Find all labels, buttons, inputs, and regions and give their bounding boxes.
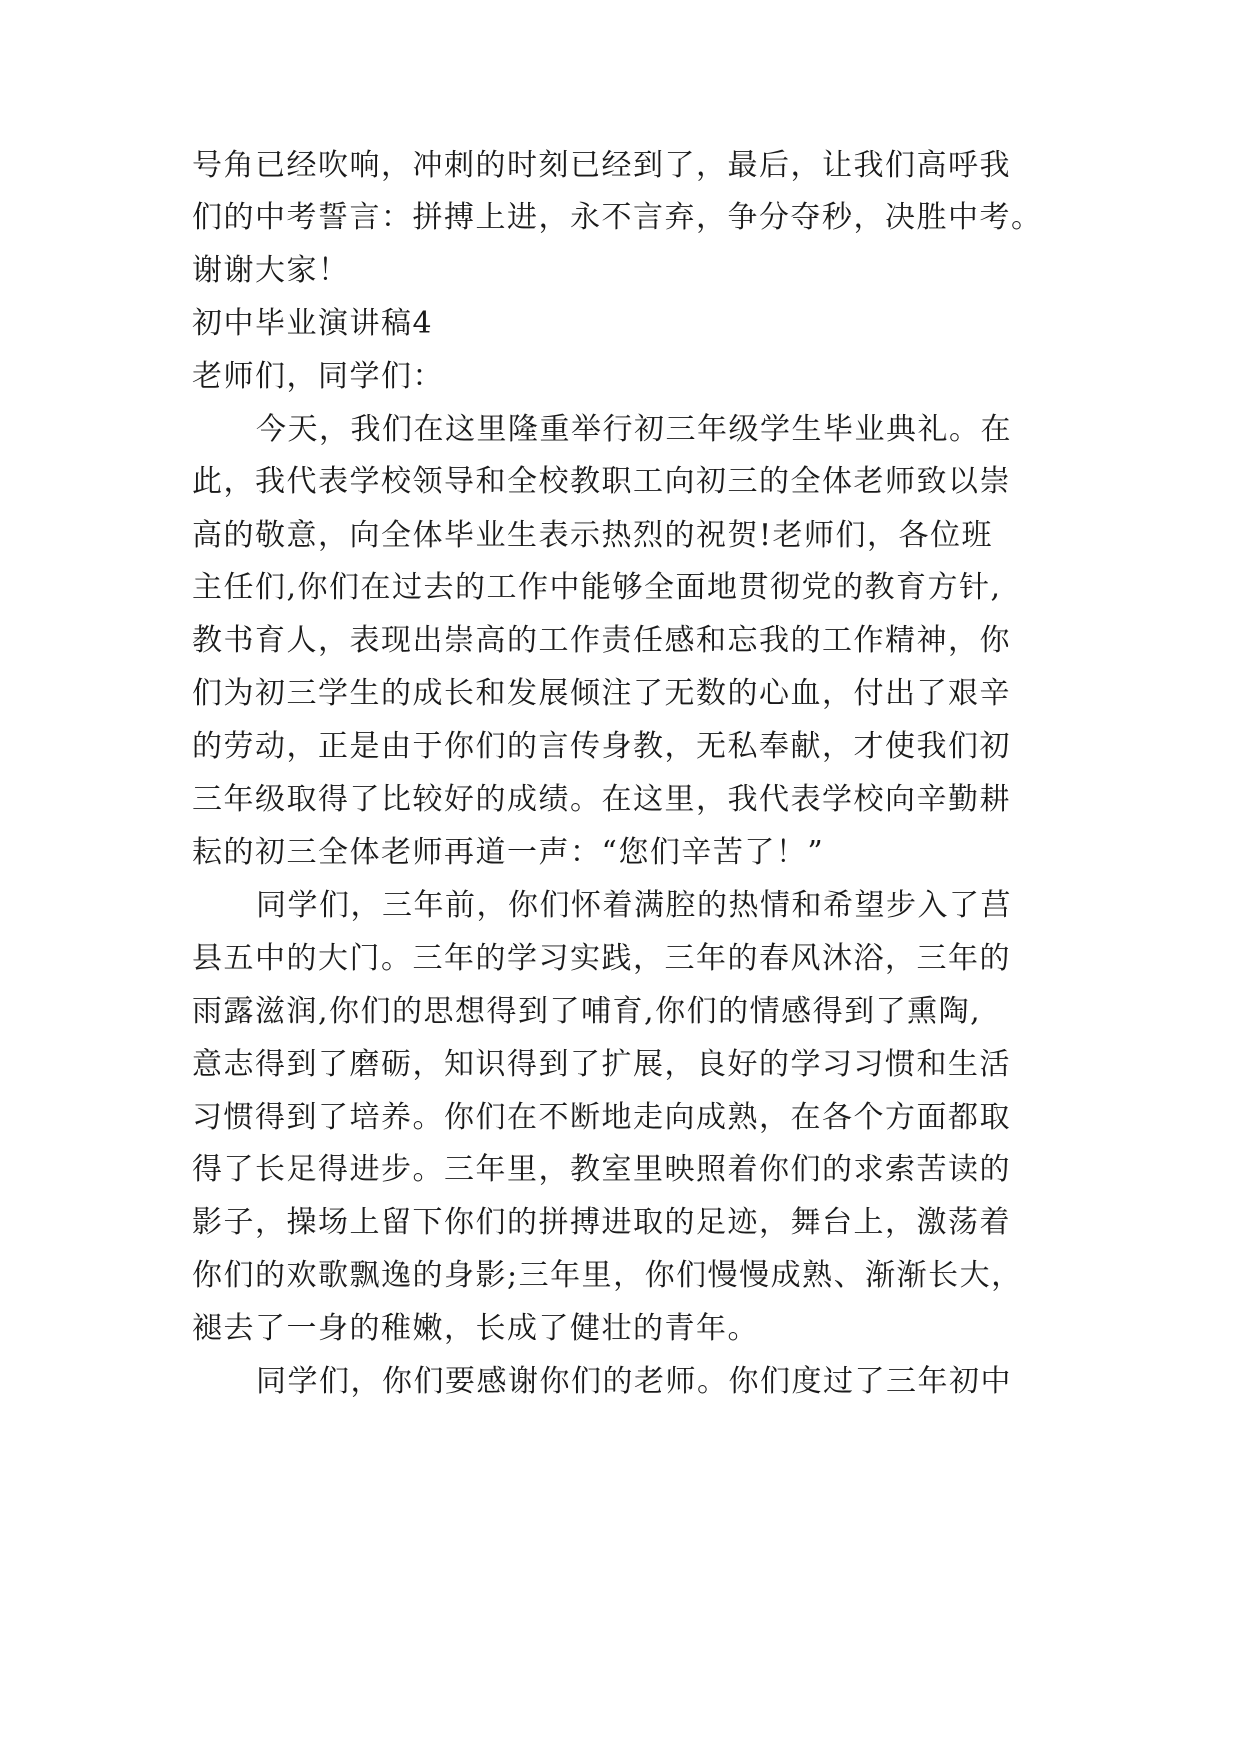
section-heading: 初中毕业演讲稿4 bbox=[192, 306, 434, 341]
paragraph-line: 主任们,你们在过去的工作中能够全面地贯彻党的教育方针, bbox=[192, 570, 1002, 605]
paragraph-line: 县五中的大门。三年的学习实践，三年的春风沐浴，三年的 bbox=[192, 941, 1011, 976]
paragraph-line: 号角已经吹响，冲刺的时刻已经到了，最后，让我们高呼我 bbox=[192, 148, 1011, 183]
paragraph-line: 们的中考誓言：拼搏上进，永不言弃，争分夺秒，决胜中考。 bbox=[192, 200, 1043, 235]
paragraph-line: 影子，操场上留下你们的拼搏进取的足迹，舞台上，激荡着 bbox=[192, 1205, 1011, 1240]
paragraph-line: 同学们，你们要感谢你们的老师。你们度过了三年初中 bbox=[256, 1364, 1012, 1399]
paragraph-line: 三年级取得了比较好的成绩。在这里，我代表学校向辛勤耕 bbox=[192, 782, 1011, 817]
paragraph-line: 你们的欢歌飘逸的身影;三年里，你们慢慢成熟、渐渐长大， bbox=[192, 1258, 1023, 1293]
paragraph-line: 今天，我们在这里隆重举行初三年级学生毕业典礼。在 bbox=[256, 412, 1012, 447]
paragraph-line: 习惯得到了培养。你们在不断地走向成熟，在各个方面都取 bbox=[192, 1100, 1011, 1135]
paragraph-line: 褪去了一身的稚嫩，长成了健壮的青年。 bbox=[192, 1311, 759, 1346]
paragraph-line: 意志得到了磨砺，知识得到了扩展，良好的学习习惯和生活 bbox=[192, 1047, 1011, 1082]
paragraph-line: 谢谢大家！ bbox=[192, 253, 350, 288]
paragraph-line: 此，我代表学校领导和全校教职工向初三的全体老师致以崇 bbox=[192, 464, 1011, 499]
paragraph-line: 得了长足得进步。三年里，教室里映照着你们的求索苦读的 bbox=[192, 1152, 1011, 1187]
paragraph-line: 雨露滋润,你们的思想得到了哺育,你们的情感得到了熏陶, bbox=[192, 994, 982, 1029]
paragraph-line: 同学们，三年前，你们怀着满腔的热情和希望步入了莒 bbox=[256, 888, 1012, 923]
paragraph-line: 高的敬意，向全体毕业生表示热烈的祝贺!老师们，各位班 bbox=[192, 518, 994, 553]
paragraph-line: 们为初三学生的成长和发展倾注了无数的心血，付出了艰辛 bbox=[192, 676, 1011, 711]
paragraph-line: 教书育人，表现出崇高的工作责任感和忘我的工作精神，你 bbox=[192, 623, 1011, 658]
paragraph-line: 的劳动，正是由于你们的言传身教，无私奉献，才使我们初 bbox=[192, 729, 1011, 764]
paragraph-line: 耘的初三全体老师再道一声：“您们辛苦了！” bbox=[192, 835, 825, 870]
salutation: 老师们，同学们： bbox=[192, 359, 444, 394]
